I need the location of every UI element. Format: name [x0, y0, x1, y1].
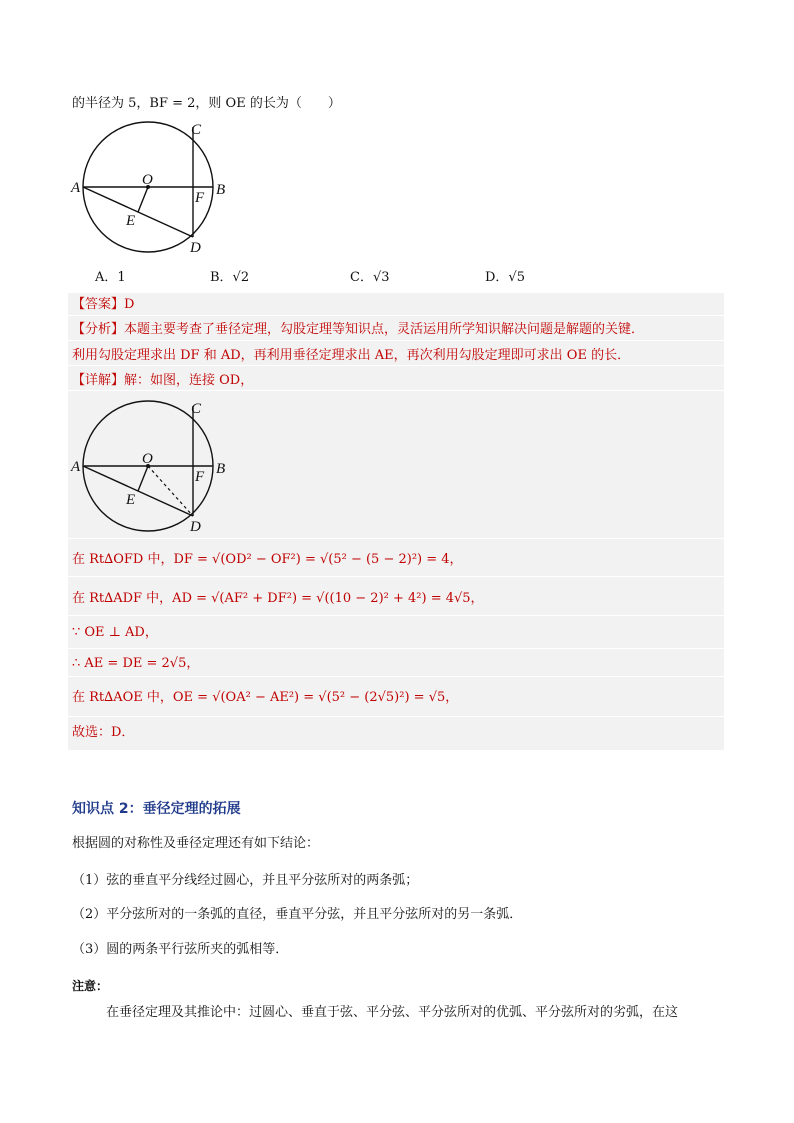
- label-d: D: [190, 240, 201, 256]
- label-c: C: [191, 122, 202, 138]
- option-c[interactable]: C．√3: [350, 270, 390, 285]
- label-b: B: [216, 461, 226, 477]
- option-d[interactable]: D．√5: [485, 270, 525, 285]
- label-o: O: [142, 172, 153, 188]
- option-b[interactable]: B．√2: [210, 270, 250, 285]
- segment-oe: [138, 187, 148, 212]
- section-title: 知识点 2：垂径定理的拓展: [72, 801, 241, 817]
- answer-panel: [68, 293, 724, 750]
- label-f: F: [195, 190, 205, 206]
- solution-conclusion: 故选：D．: [72, 725, 135, 740]
- circle-figure-1: [68, 118, 238, 262]
- label-a: A: [71, 180, 81, 196]
- segment-oe: [138, 466, 148, 491]
- label-f: F: [195, 469, 205, 485]
- label-c: C: [191, 401, 202, 417]
- note-text: 在垂径定理及其推论中：过圆心、垂直于弦、平分弦、平分弦所对的优弧、平分弦所对的劣弧，在这: [106, 1005, 679, 1020]
- solution-step-2: 在 Rt∆ADF 中，AD = √(AF² + DF²) = √((10 − 2)² + 4²) = 4√5，: [72, 591, 484, 606]
- label-b: B: [216, 182, 226, 198]
- solution-step-1: 在 Rt∆OFD 中，DF = √(OD² − OF²) = √(5² − (5 − 2)²) = 4，: [72, 552, 463, 567]
- label-e: E: [126, 492, 136, 508]
- analysis-text-1: 本题主要考查了垂径定理，勾股定理等知识点，灵活运用所学知识解决问题是解题的关键．: [124, 322, 645, 337]
- section-intro: 根据圆的对称性及垂径定理还有如下结论：: [72, 836, 320, 851]
- detail-tag: 【详解】: [72, 373, 125, 388]
- label-o: O: [142, 451, 153, 467]
- section-item-1: （1）弦的垂直平分线经过圆心，并且平分弦所对的两条弧；: [72, 873, 419, 888]
- analysis-line-1: [72, 321, 644, 339]
- label-e: E: [126, 213, 136, 229]
- answer-tag: 【答案】: [72, 297, 125, 312]
- label-d: D: [190, 519, 201, 535]
- circle-diagram-with-od: [68, 397, 238, 537]
- analysis-line-2: 利用勾股定理求出 DF 和 AD，再利用垂径定理求出 AE，再次利用勾股定理即可求出 OE 的长．: [72, 348, 631, 363]
- question-intro: 的半径为 5，BF = 2，则 OE 的长为（ ）: [72, 96, 341, 111]
- detail-line: [72, 372, 253, 390]
- answer-line: [72, 296, 134, 314]
- note-title: 注意：: [72, 979, 109, 993]
- solution-step-5: 在 Rt∆AOE 中，OE = √(OA² − AE²) = √(5² − (2√5)²) = √5，: [72, 690, 459, 705]
- section-item-2: （2）平分弦所对的一条弧的直径，垂直平分弦，并且平分弦所对的另一条弧．: [72, 907, 523, 922]
- detail-text: 解：如图，连接 OD，: [124, 373, 254, 388]
- label-a: A: [71, 459, 81, 475]
- solution-step-3: ∵ OE ⊥ AD，: [72, 625, 158, 640]
- dashed-od: [148, 466, 193, 516]
- answer-value: D: [124, 297, 135, 312]
- section-item-3: （3）圆的两条平行弦所夹的弧相等．: [72, 942, 289, 957]
- circle-figure-2: [68, 397, 238, 541]
- option-a[interactable]: A．1: [95, 270, 126, 285]
- circle-diagram: [68, 118, 238, 258]
- analysis-tag: 【分析】: [72, 322, 125, 337]
- solution-step-4: ∴ AE = DE = 2√5，: [72, 656, 200, 671]
